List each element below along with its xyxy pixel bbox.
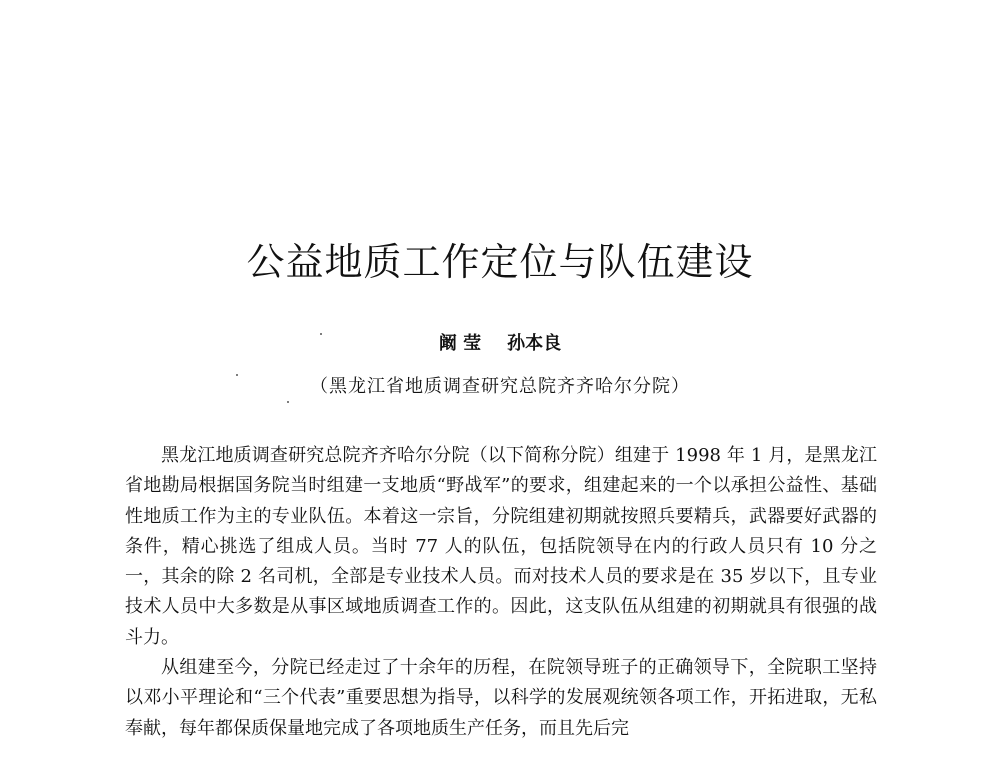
article-title: 公益地质工作定位与队伍建设 [246,240,754,284]
scan-speck [236,374,238,376]
body-paragraph: 从组建至今，分院已经走过了十余年的历程，在院领导班子的正确领导下，全院职工坚持以邓小平理论和“三个代表”重要思想为指导，以科学的发展观统领各项工作，开拓进取，无私奉献，每年都保质保量地完成了各项地质生产任务，而且先后完 [125,657,877,739]
author-name: 阚 莹 [438,333,482,354]
author-affiliation: （黑龙江省地质调查研究总院齐齐哈尔分院） [310,376,690,397]
author-line [0,332,1000,356]
article-body [125,441,877,744]
author-name: 孙本良 [507,333,562,354]
body-paragraph: 黑龙江地质调查研究总院齐齐哈尔分院（以下简称分院）组建于 1998 年 1 月，是黑龙江省地勘局根据国务院当时组建一支地质“野战军”的要求，组建起来的一个以承担公益性、基础性地质工作为主的专业队伍。本着这一宗旨，分院组建初期就按照兵要精兵，武器要好武器的条件，精心挑选了组成人员。当时 77 人的队伍，包括院领导在内的行政人员只有 10 分之一，其余的除 2 名司机，全部是专业技术人员。而对技术人员的要求是在 35 岁以下，且专业技术人员中大多数是从事区域地质调查工作的。因此，这支队伍从组建的初期就具有很强的战斗力。 [125,445,877,648]
scan-speck [320,333,322,335]
scan-speck [287,401,289,403]
